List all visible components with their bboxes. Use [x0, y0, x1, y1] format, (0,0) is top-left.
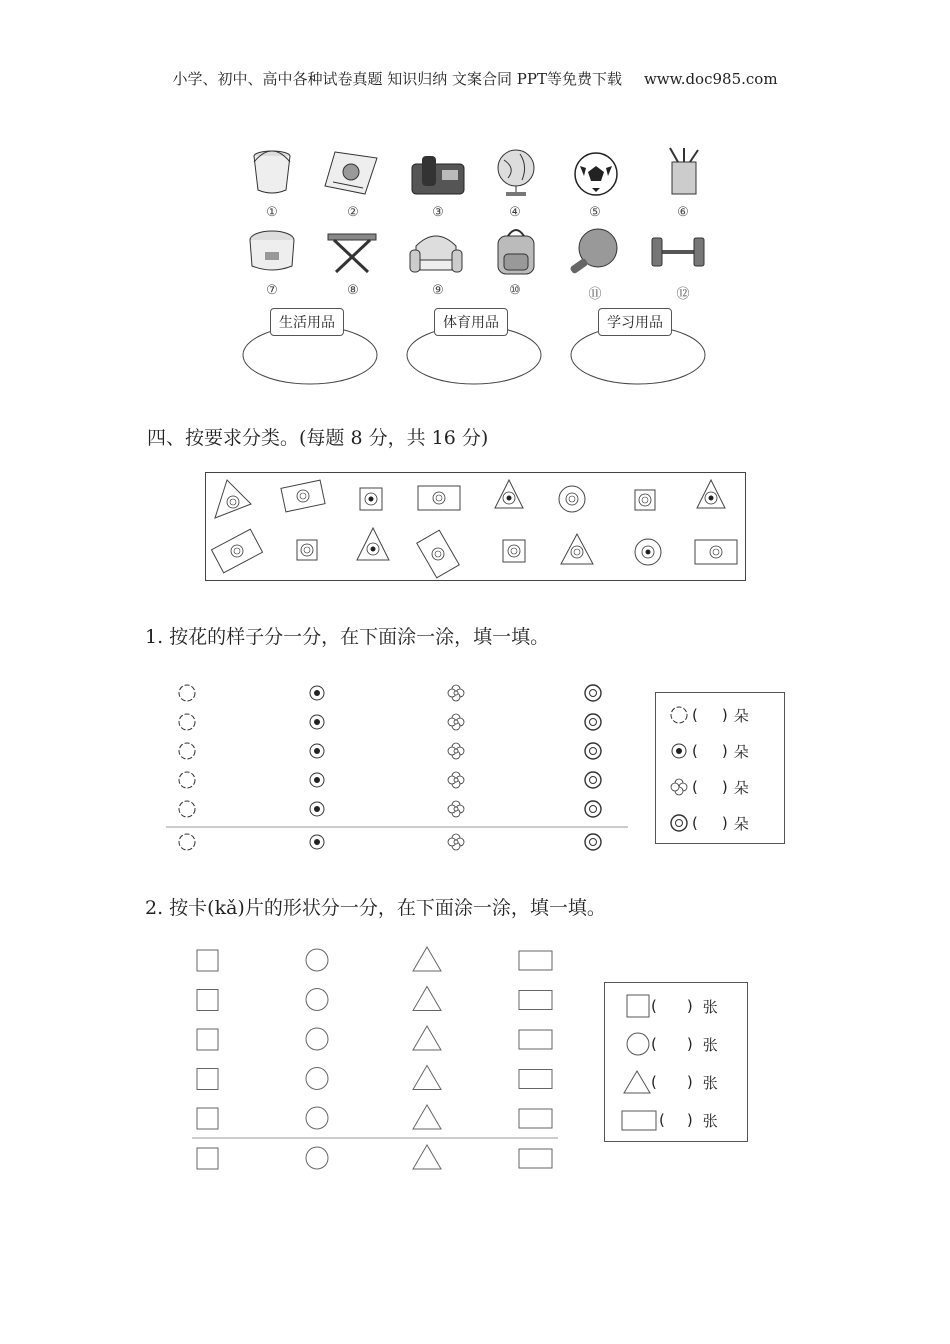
soccer-ball-icon: [575, 153, 617, 195]
square-shape: [197, 1148, 218, 1169]
book-icon: [325, 152, 377, 194]
legend-row-triangle: [621, 1063, 747, 1101]
rectangle-icon: [621, 1107, 659, 1133]
unit: 张: [702, 997, 718, 1016]
category-label-sports: 体育用品: [434, 308, 508, 336]
item-number-label: ④: [509, 205, 521, 220]
triangle-cell[interactable]: [413, 1105, 441, 1129]
flower-type-c: [448, 834, 464, 850]
close-paren: ): [721, 814, 728, 832]
unit: 朵: [733, 742, 749, 761]
legend-row-flower-c: [668, 769, 784, 805]
close-paren: ): [686, 1073, 693, 1091]
open-paren: (: [692, 742, 698, 760]
flower-grid: [150, 680, 640, 860]
flower-type-a-cell[interactable]: [179, 801, 195, 817]
flower-c-icon: [668, 777, 692, 797]
legend-row-flower-d: [668, 805, 784, 841]
rectangle-cell[interactable]: [519, 1030, 552, 1049]
flower-type-b-cell[interactable]: [310, 686, 324, 700]
circle-cell[interactable]: [306, 949, 328, 971]
flower-type-a-cell[interactable]: [179, 743, 195, 759]
unit: 朵: [733, 706, 749, 725]
telephone-icon: [412, 156, 464, 194]
item-number-label: ①: [266, 205, 278, 220]
rice-cooker-icon: [250, 231, 294, 270]
square-icon: [621, 993, 651, 1019]
flower-type-c-cell[interactable]: [448, 685, 464, 701]
flower-b-icon: [668, 741, 692, 761]
circle-cell[interactable]: [306, 1107, 328, 1129]
flower-type-d-cell[interactable]: [585, 801, 601, 817]
square-cell[interactable]: [197, 1108, 218, 1129]
dumbbell-icon: [652, 238, 704, 266]
flower-type-a: [179, 834, 195, 850]
pen-holder-icon: [670, 148, 698, 194]
shape-grid: [180, 940, 570, 1180]
item-number-label: ⑥: [677, 205, 689, 220]
square-cell[interactable]: [197, 990, 218, 1011]
category-label-daily: 生活用品: [270, 308, 344, 336]
open-paren: (: [692, 706, 698, 724]
flower-type-c-cell[interactable]: [448, 772, 464, 788]
unit: 张: [702, 1035, 718, 1054]
open-paren: (: [651, 1073, 657, 1091]
rectangle-cell[interactable]: [519, 951, 552, 970]
header-text: 小学、初中、高中各种试卷真题 知识归纳 文案合同 PPT等免费下载: [172, 70, 622, 88]
item-number-label: ⑤: [589, 205, 601, 220]
flower-type-d-cell[interactable]: [585, 743, 601, 759]
square-cell[interactable]: [197, 950, 218, 971]
question-1-title: 1. 按花的样子分一分，在下面涂一涂，填一填。: [145, 626, 550, 648]
unit: 张: [702, 1073, 718, 1092]
flower-type-d-cell[interactable]: [585, 685, 601, 701]
rectangle-cell[interactable]: [519, 1109, 552, 1128]
category-label-study: 学习用品: [598, 308, 672, 336]
open-paren: (: [692, 814, 698, 832]
legend-row-square: [621, 987, 747, 1025]
flower-type-d-cell[interactable]: [585, 772, 601, 788]
unit: 张: [702, 1111, 718, 1130]
item-number-label: ⑫: [676, 287, 690, 302]
flower-legend-box: [655, 692, 785, 844]
item-number-label: ②: [347, 205, 359, 220]
item-number-label: ⑨: [432, 283, 444, 298]
open-paren: (: [692, 778, 698, 796]
flower-type-d-cell[interactable]: [585, 714, 601, 730]
cards-box: [205, 472, 747, 584]
page-header: [0, 68, 950, 89]
item-number-label: ⑧: [347, 283, 359, 298]
open-paren: (: [651, 1035, 657, 1053]
triangle-cell[interactable]: [413, 947, 441, 971]
close-paren: ): [686, 1111, 693, 1129]
flower-type-a-cell[interactable]: [179, 772, 195, 788]
triangle-icon: [621, 1069, 651, 1095]
circle-cell[interactable]: [306, 1068, 328, 1090]
flower-a-icon: [668, 705, 692, 725]
sofa-icon: [410, 236, 462, 272]
flower-type-c-cell[interactable]: [448, 714, 464, 730]
square-cell[interactable]: [197, 1069, 218, 1090]
ping-pong-paddle-icon: [569, 229, 617, 274]
shape-legend-box: [604, 982, 748, 1142]
flower-d-icon: [668, 813, 692, 833]
question-2-title: 2. 按卡(kǎ)片的形状分一分，在下面涂一涂，填一填。: [145, 897, 606, 919]
legend-row-circle: [621, 1025, 747, 1063]
circle-shape: [306, 1147, 328, 1169]
globe-icon: [498, 150, 534, 196]
close-paren: ): [686, 997, 693, 1015]
flower-type-b: [310, 835, 324, 849]
legend-row-rectangle: [621, 1101, 747, 1139]
item-number-label: ⑩: [509, 283, 521, 298]
circle-cell[interactable]: [306, 989, 328, 1011]
triangle-shape: [413, 1145, 441, 1169]
unit: 朵: [733, 814, 749, 833]
flower-type-b-cell[interactable]: [310, 802, 324, 816]
stool-icon: [328, 234, 376, 272]
open-paren: (: [659, 1111, 665, 1129]
open-paren: (: [651, 997, 657, 1015]
triangle-cell[interactable]: [413, 1066, 441, 1090]
circle-icon: [621, 1031, 651, 1057]
flower-type-c-cell[interactable]: [448, 743, 464, 759]
unit: 朵: [733, 778, 749, 797]
legend-row-flower-a: [668, 697, 784, 733]
legend-row-flower-b: [668, 733, 784, 769]
close-paren: ): [721, 778, 728, 796]
close-paren: ): [721, 706, 728, 724]
backpack-icon: [498, 230, 534, 274]
flower-type-c-cell[interactable]: [448, 801, 464, 817]
item-number-label: ⑪: [588, 287, 602, 302]
flower-type-b-cell[interactable]: [310, 744, 324, 758]
triangle-cell[interactable]: [413, 987, 441, 1011]
close-paren: ): [686, 1035, 693, 1053]
rectangle-shape: [519, 1149, 552, 1168]
flower-type-a-cell[interactable]: [179, 714, 195, 730]
item-number-label: ⑦: [266, 283, 278, 298]
item-number-label: ③: [432, 205, 444, 220]
flower-type-d: [585, 834, 601, 850]
close-paren: ): [721, 742, 728, 760]
triangle-cell[interactable]: [413, 1026, 441, 1050]
section-title: 四、按要求分类。(每题 8 分，共 16 分): [147, 427, 489, 449]
square-cell[interactable]: [197, 1029, 218, 1050]
circle-cell[interactable]: [306, 1028, 328, 1050]
flower-type-b-cell[interactable]: [310, 773, 324, 787]
bucket-icon: [254, 151, 290, 193]
rectangle-cell[interactable]: [519, 991, 552, 1010]
header-site: www.doc985.com: [643, 70, 778, 88]
flower-type-a-cell[interactable]: [179, 685, 195, 701]
rectangle-cell[interactable]: [519, 1070, 552, 1089]
items-illustrations: [230, 140, 740, 305]
flower-type-b-cell[interactable]: [310, 715, 324, 729]
